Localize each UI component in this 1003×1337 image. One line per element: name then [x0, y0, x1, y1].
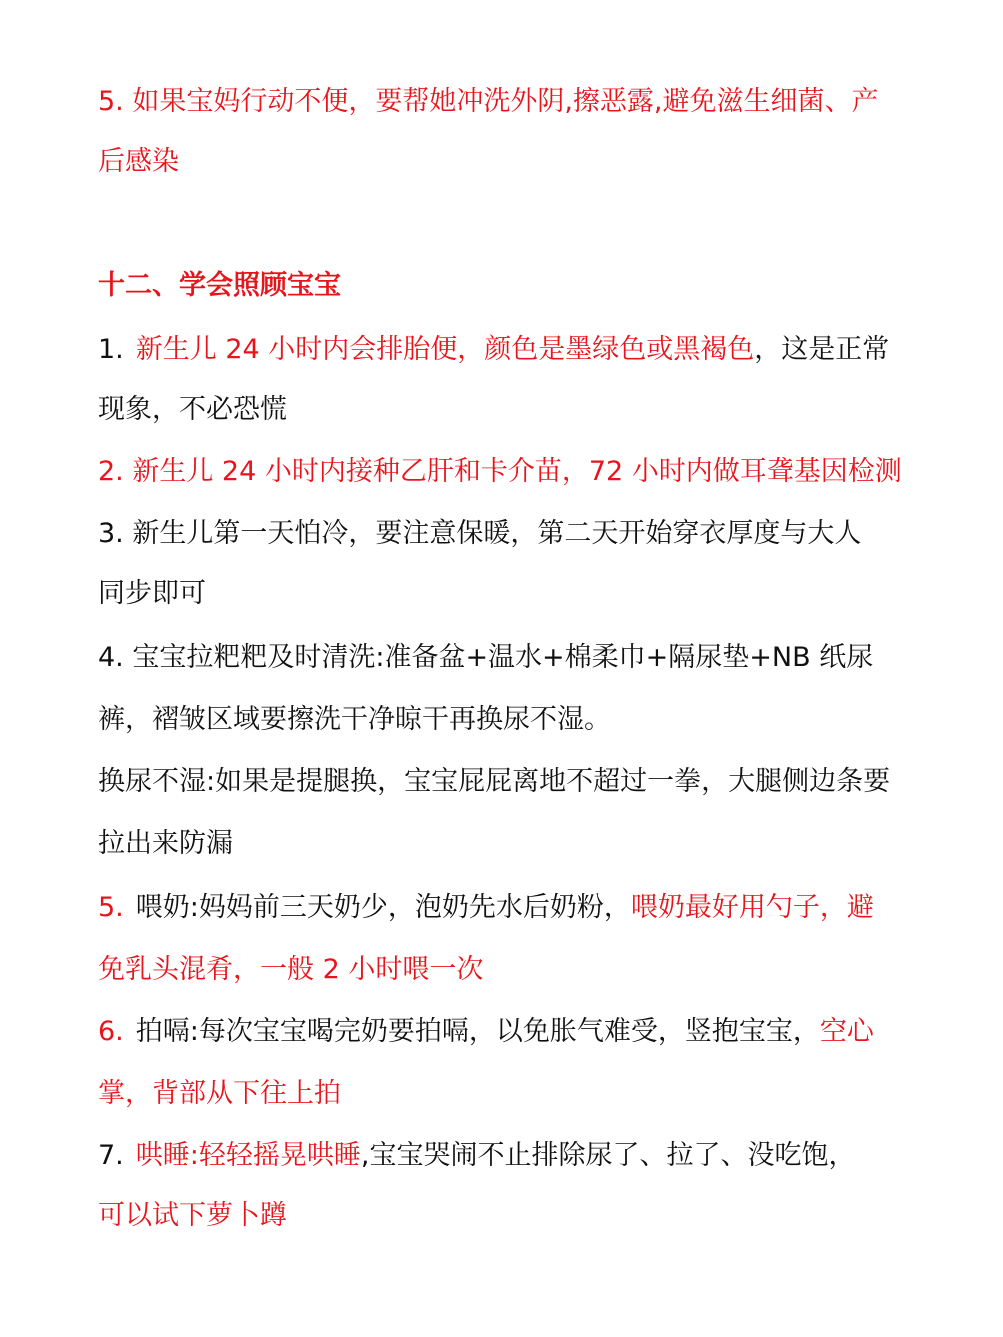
item-7-red-label: 哄睡:: [135, 1140, 199, 1171]
item-1-number: 1.: [98, 334, 124, 365]
item-2-line-1: 2. 新生儿 24 小时内接种乙肝和卡介苗，72 小时内做耳聋基因检测: [98, 456, 902, 487]
item-1-red-text: 新生儿 24 小时内会排胎便，颜色是墨绿色或黑褐色: [135, 334, 755, 365]
item-7-line-2: 可以试下萝卜蹲: [98, 1200, 287, 1231]
item-7-line-1: [98, 1138, 855, 1174]
item-7-black-text: ,宝宝哭闹不止排除尿了、拉了、没吃饱，: [360, 1140, 856, 1171]
item-7-number: 7.: [98, 1140, 124, 1171]
item-4-line-2: 裤，褶皱区域要擦洗干净晾干再换尿不湿。: [98, 704, 611, 735]
section-heading: 十二、学会照顾宝宝: [98, 270, 341, 301]
item-6-line-1: [98, 1014, 874, 1050]
item-5-number: 5.: [98, 892, 124, 923]
item-5-black-text: 喂奶:妈妈前三天奶少，泡奶先水后奶粉，: [135, 892, 631, 923]
item-5-line-2: 免乳头混肴，一般 2 小时喂一次: [98, 954, 484, 985]
item-4-line-3: 换尿不湿:如果是提腿换，宝宝屁屁离地不超过一拳，大腿侧边条要: [98, 766, 891, 797]
item-3-line-2: 同步即可: [98, 578, 206, 609]
item-6-number: 6.: [98, 1016, 124, 1047]
item-6-black-text: 拍嗝:每次宝宝喝完奶要拍嗝，以免胀气难受，竖抱宝宝，: [135, 1016, 820, 1047]
item-6-red-text: 空心: [819, 1016, 874, 1047]
item-1-line-1: [98, 332, 889, 368]
item-5-line-1: [98, 890, 874, 926]
item-7-red-text: 轻轻摇晃哄睡: [198, 1140, 361, 1171]
item-5-red-text: 喂奶最好用勺子，避: [630, 892, 874, 923]
item-3-line-1: 3. 新生儿第一天怕冷，要注意保暖，第二天开始穿衣厚度与大人: [98, 518, 862, 549]
prev-item-5-line-1: 5. 如果宝妈行动不便，要帮她冲洗外阴,擦恶露,避免滋生细菌、产: [98, 86, 879, 117]
item-1-line-2: 现象，不必恐慌: [98, 394, 287, 425]
item-6-line-2: 掌，背部从下往上拍: [98, 1078, 341, 1109]
prev-item-5-line-2: 后感染: [98, 146, 179, 177]
item-4-line-1: 4. 宝宝拉粑粑及时清洗:准备盆+温水+棉柔巾+隔尿垫+NB 纸尿: [98, 642, 874, 673]
item-1-black-text: ，这是正常: [754, 334, 890, 365]
item-4-line-4: 拉出来防漏: [98, 828, 233, 859]
